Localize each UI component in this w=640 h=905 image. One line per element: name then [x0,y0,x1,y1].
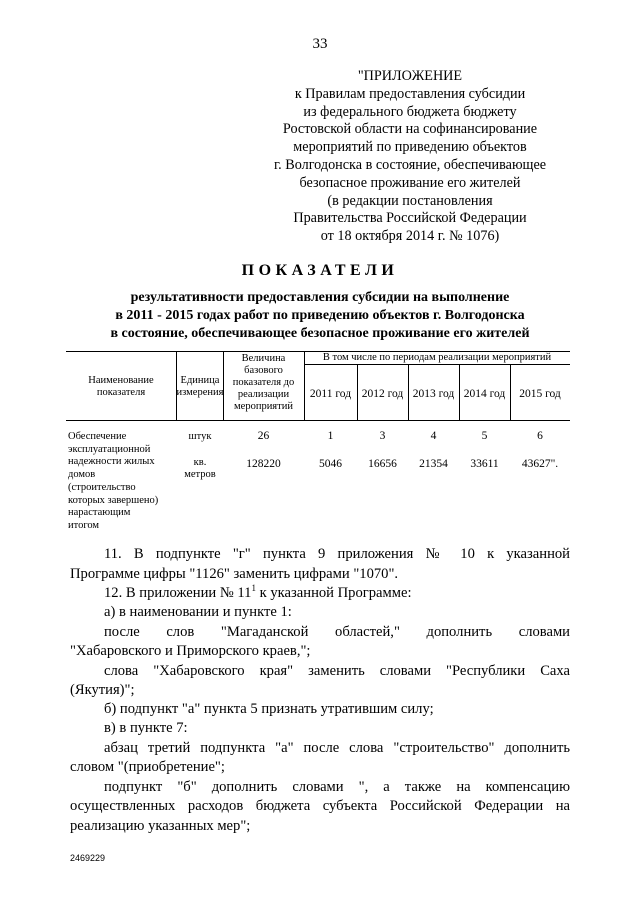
row-name-line: которых завершено) [68,494,159,506]
paragraph-12 [104,583,570,603]
table-periods-rule [304,364,570,365]
paragraph-a2-line: слова "Хабаровского края" заменить словами "Республики Саха [104,663,570,679]
subtitle-line: в состояние, обеспечивающее безопасное проживание его жителей [110,326,530,341]
appendix-line: от 18 октября 2014 г. № 1076) [320,228,500,245]
header-base-line: мероприятий [234,401,293,412]
header-name-line: показателя [96,387,146,398]
paragraph-11-line: Программе цифры "1126" заменить цифрами "1070". [70,566,399,582]
row2-value: 43627". [521,458,559,470]
document-subtitle [60,289,580,343]
appendix-header [250,68,570,246]
row2-unit-line: кв. [193,457,207,468]
header-base-line: базового [244,365,283,376]
row2-value: 33611 [470,458,499,470]
row2-unit [176,457,224,481]
header-name-line: Наименование [88,375,154,386]
row1-base: 26 [257,430,270,442]
paragraph-a1-line: "Хабаровского и Приморского краев,"; [70,643,311,659]
header-periods: В том числе по периодам реализации мероприятий [322,352,552,363]
row1-value: 3 [379,430,386,442]
paragraph-a1-line: после слов "Магаданской областей," дополнить словами [104,624,570,640]
paragraph-12-text: к указанной Программе: [255,585,412,601]
row2-value: 21354 [419,458,448,470]
row2-value: 5046 [319,458,342,470]
row1-value: 6 [537,430,543,442]
paragraph-12-sup: 1 [251,583,256,594]
appendix-line: безопасное проживание его жителей [299,174,521,191]
paragraph-11-line: 11. В подпункте "г" пункта 9 приложения № 10 к указанной [104,546,570,562]
header-base [223,353,304,413]
row1-unit: штук [188,431,212,442]
row1-value: 5 [481,430,488,442]
appendix-line: из федерального бюджета бюджету [303,103,517,120]
paragraph-v1-line: словом "(приобретение"; [70,759,225,775]
row1-value: 4 [430,430,437,442]
row-name-line: надежности жилых [68,456,155,468]
appendix-line: Правительства Российской Федерации [293,210,527,227]
paragraph-v: в) в пункте 7: [104,720,188,736]
header-base-line: показателя до [232,377,295,388]
paragraph-v2-line: осуществленных расходов бюджета субъекта Российской Федерации на [70,798,570,814]
header-unit-line: измерения [176,387,224,398]
row2-base: 128220 [246,458,281,470]
appendix-line: Ростовской области на софинансирование [282,121,538,138]
row-name-line: итогом [68,519,100,531]
row-name-line: домов [68,469,96,481]
row2-value: 16656 [368,458,397,470]
paragraph-a: а) в наименовании и пункте 1: [104,604,292,620]
appendix-line: мероприятий по приведению объектов [293,139,527,156]
header-name [66,375,176,399]
paragraph-v1-line: абзац третий подпункта "а" после слова "строительство" дополнить [104,740,570,756]
subtitle-line: результативности предоставления субсидии на выполнение [130,290,510,305]
row-name-line: (строительство [68,481,136,493]
appendix-line: "ПРИЛОЖЕНИЕ [357,68,463,84]
appendix-line: г. Волгодонска в состояние, обеспечивающее [273,156,547,173]
table-header-rule [66,420,570,421]
paragraph-12-text: 12. В приложении № 11 [104,585,252,601]
row2-unit-line: метров [184,469,216,480]
document-id: 2469229 [70,853,106,863]
row1-value: 1 [327,430,334,442]
row-name-line: нарастающим [68,507,131,519]
header-year: 2012 год [361,388,404,400]
row-name-line: эксплуатационной [68,443,151,455]
document-title: ПОКАЗАТЕЛИ [241,262,399,279]
header-year: 2014 год [463,388,506,400]
appendix-line: (в редакции постановления [327,192,493,209]
row-name-line: Обеспечение [68,431,127,442]
header-unit-line: Единица [180,375,220,386]
header-year: 2013 год [412,388,455,400]
paragraph-v2-line: реализацию указанных мер"; [70,818,251,834]
header-base-line: Величина [241,353,286,364]
header-base-line: реализации [237,389,290,400]
row-name [68,431,178,533]
subtitle-line: в 2011 - 2015 годах работ по приведению объектов г. Волгодонска [115,308,525,323]
paragraph-v2-line: подпункт "б" дополнить словами ", а также на компенсацию [104,779,570,795]
appendix-line: к Правилам предоставления субсидии [294,85,526,102]
page-number: 33 [312,36,328,52]
header-year: 2011 год [309,388,352,400]
header-year: 2015 год [519,388,561,400]
paragraph-a2-line: (Якутия)"; [70,682,135,698]
paragraph-b: б) подпункт "а" пункта 5 признать утратившим силу; [104,701,434,717]
header-unit [176,375,224,399]
